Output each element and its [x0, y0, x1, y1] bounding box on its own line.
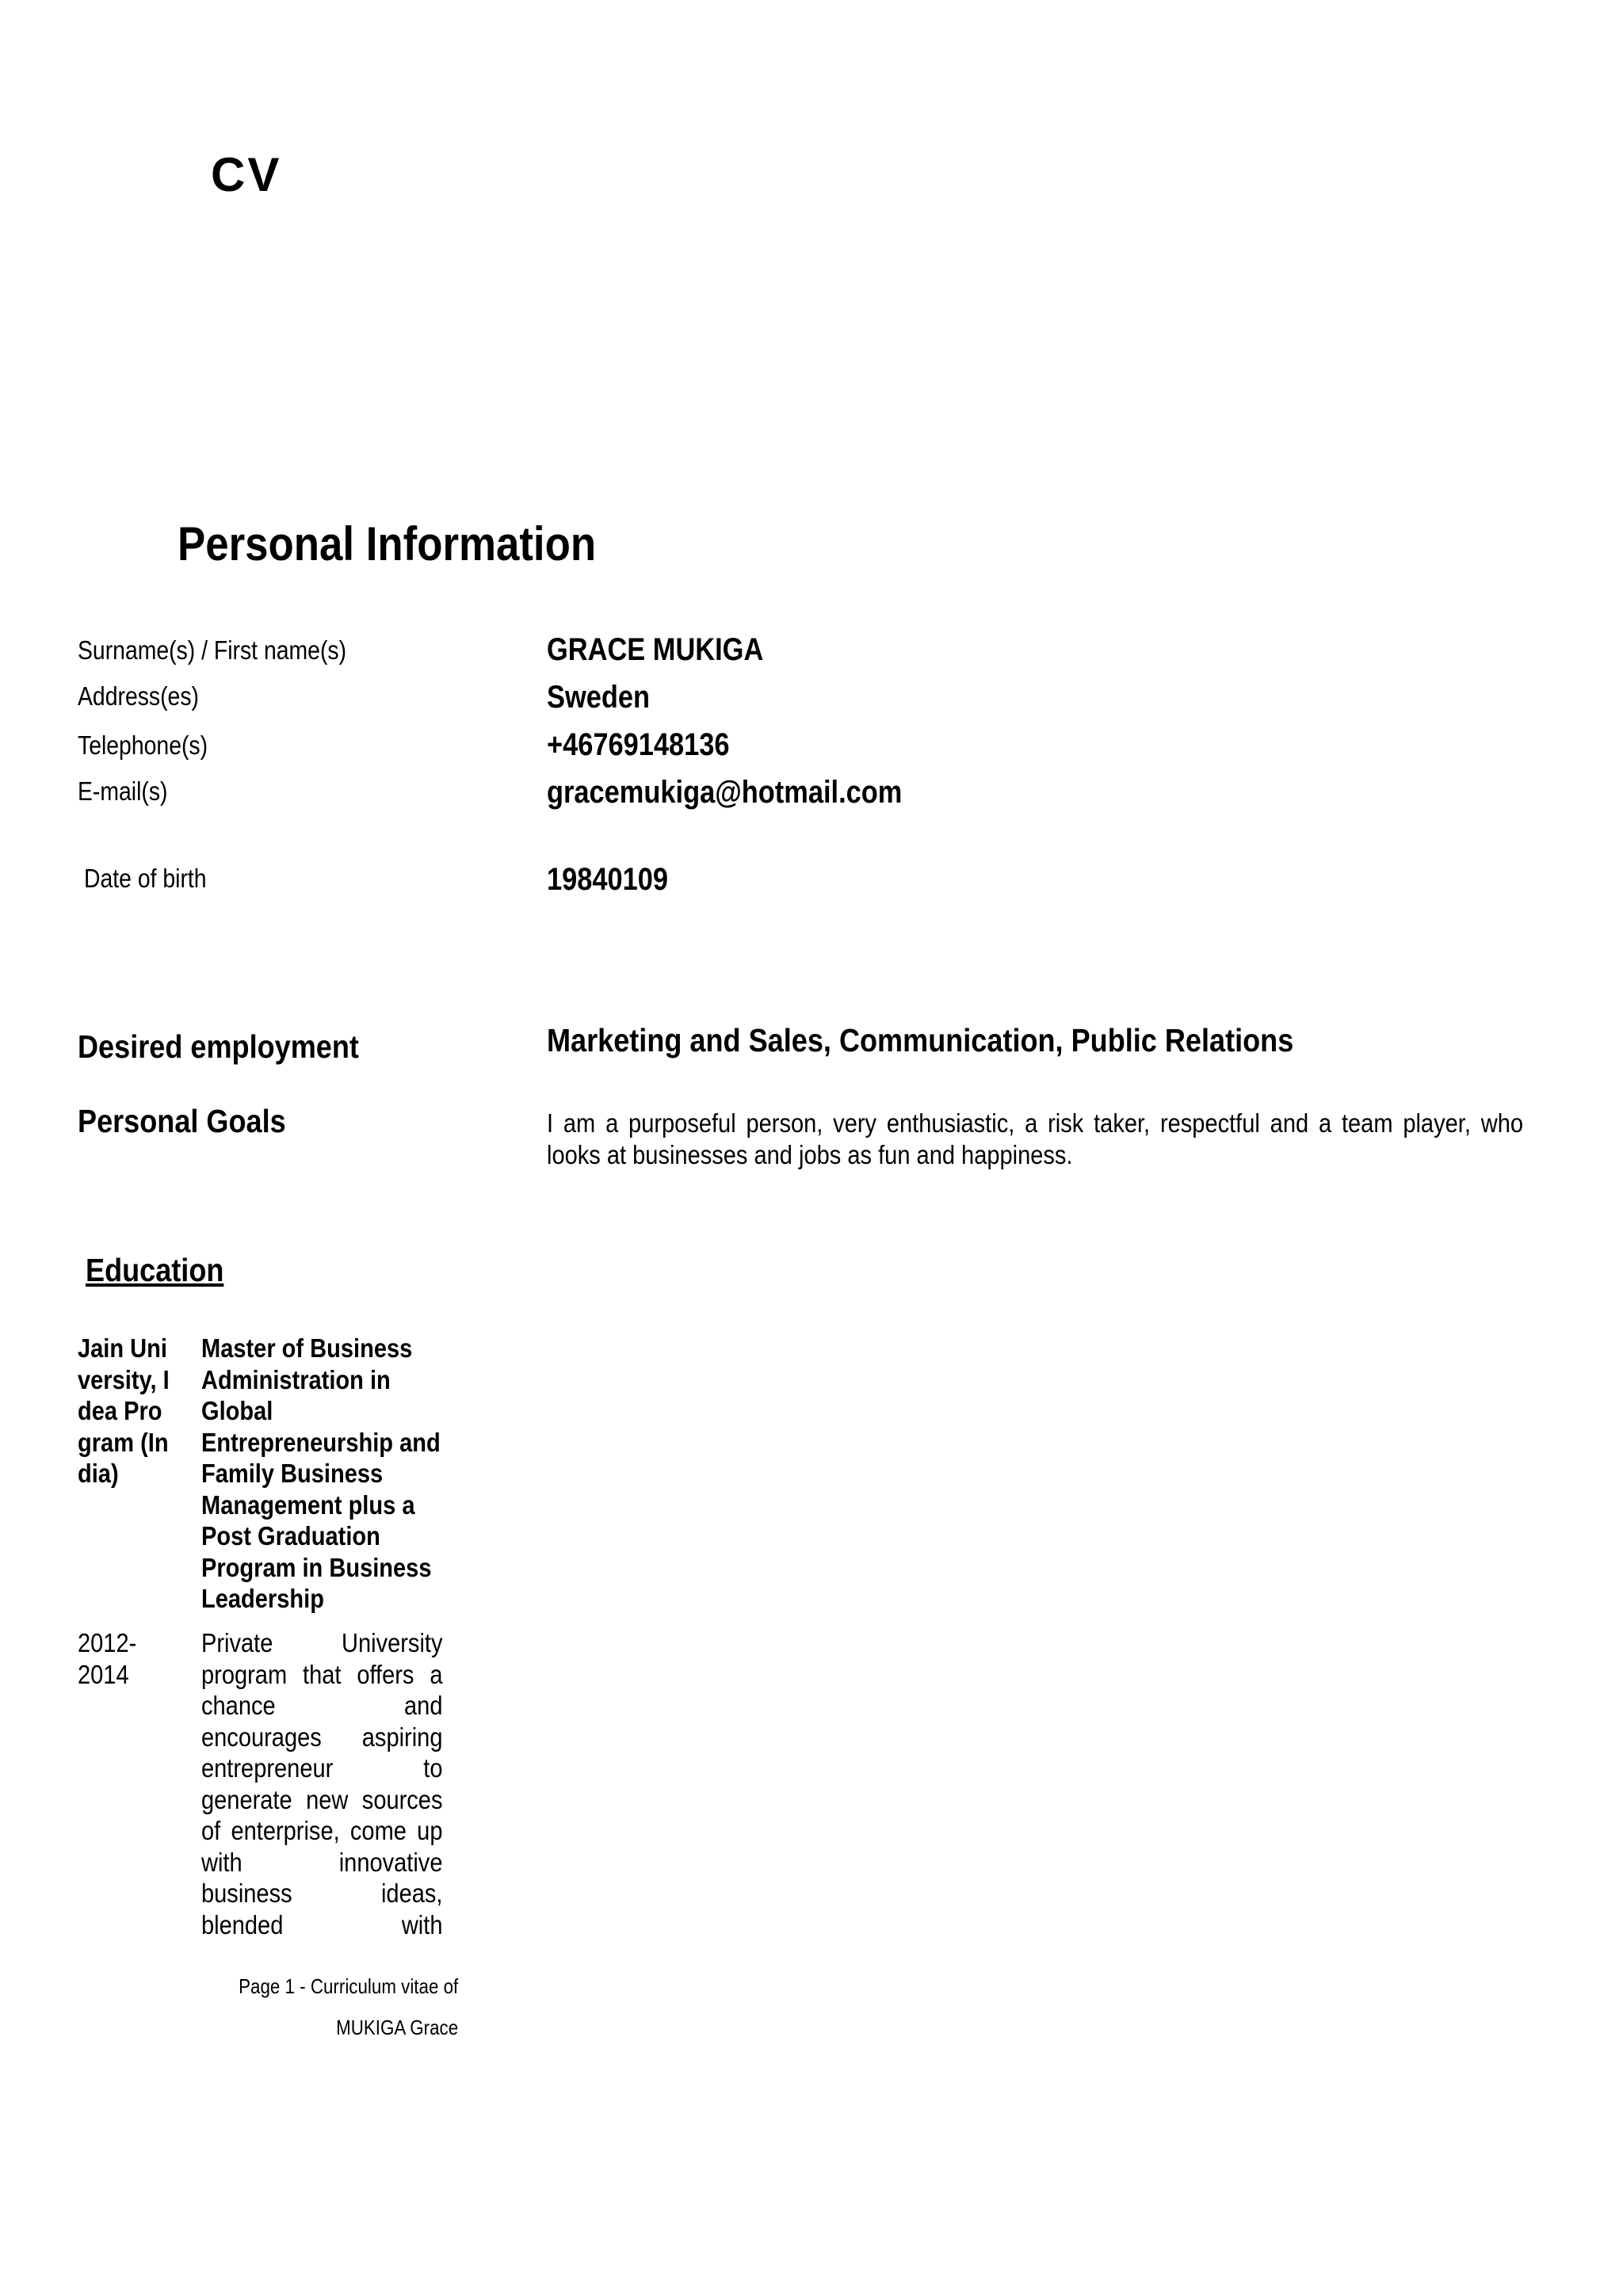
telephone-value: +46769148136 — [547, 727, 730, 762]
footer-page-line: Page 1 - Curriculum vitae of — [238, 1974, 458, 1998]
education-years: 2012-2014 — [78, 1628, 137, 1689]
name-label: Surname(s) / First name(s) — [78, 635, 347, 665]
education-institution: Jain University, Idea Program (India) — [78, 1333, 170, 1488]
desired-employment-value: Marketing and Sales, Communication, Public Relations — [547, 1022, 1294, 1058]
education-description-container — [201, 1627, 442, 1941]
name-value: GRACE MUKIGA — [547, 632, 764, 667]
date-of-birth-label: Date of birth — [84, 864, 207, 893]
education-heading: Education — [86, 1252, 224, 1288]
email-value: gracemukiga@hotmail.com — [547, 775, 903, 810]
address-label: Address(es) — [78, 681, 199, 711]
address-value: Sweden — [547, 680, 650, 715]
telephone-label: Telephone(s) — [78, 730, 208, 760]
desired-employment-label: Desired employment — [78, 1028, 359, 1065]
date-of-birth-value: 19840109 — [547, 862, 669, 897]
cv-heading: CV — [211, 148, 282, 201]
email-label: E-mail(s) — [78, 776, 168, 806]
personal-goals-label: Personal Goals — [78, 1103, 286, 1139]
personal-information-heading: Personal Information — [178, 517, 597, 570]
education-description: Private University program that offers a chance and encourages aspiring entrepreneur to generate new sources of enterprise, come up with innovative business ideas, blended with — [201, 1628, 443, 1939]
footer-name-line: MUKIGA Grace — [335, 2016, 458, 2039]
education-degree: Master of Business Administration in Global Entrepreneurship and Family Business Management plus a Post Graduation Program in Business Leadership — [201, 1333, 441, 1613]
personal-goals-text: I am a purposeful person, very enthusiastic, a risk taker, respectful and a team player, who looks at businesses and jobs as fun and happiness. — [547, 1108, 1523, 1169]
